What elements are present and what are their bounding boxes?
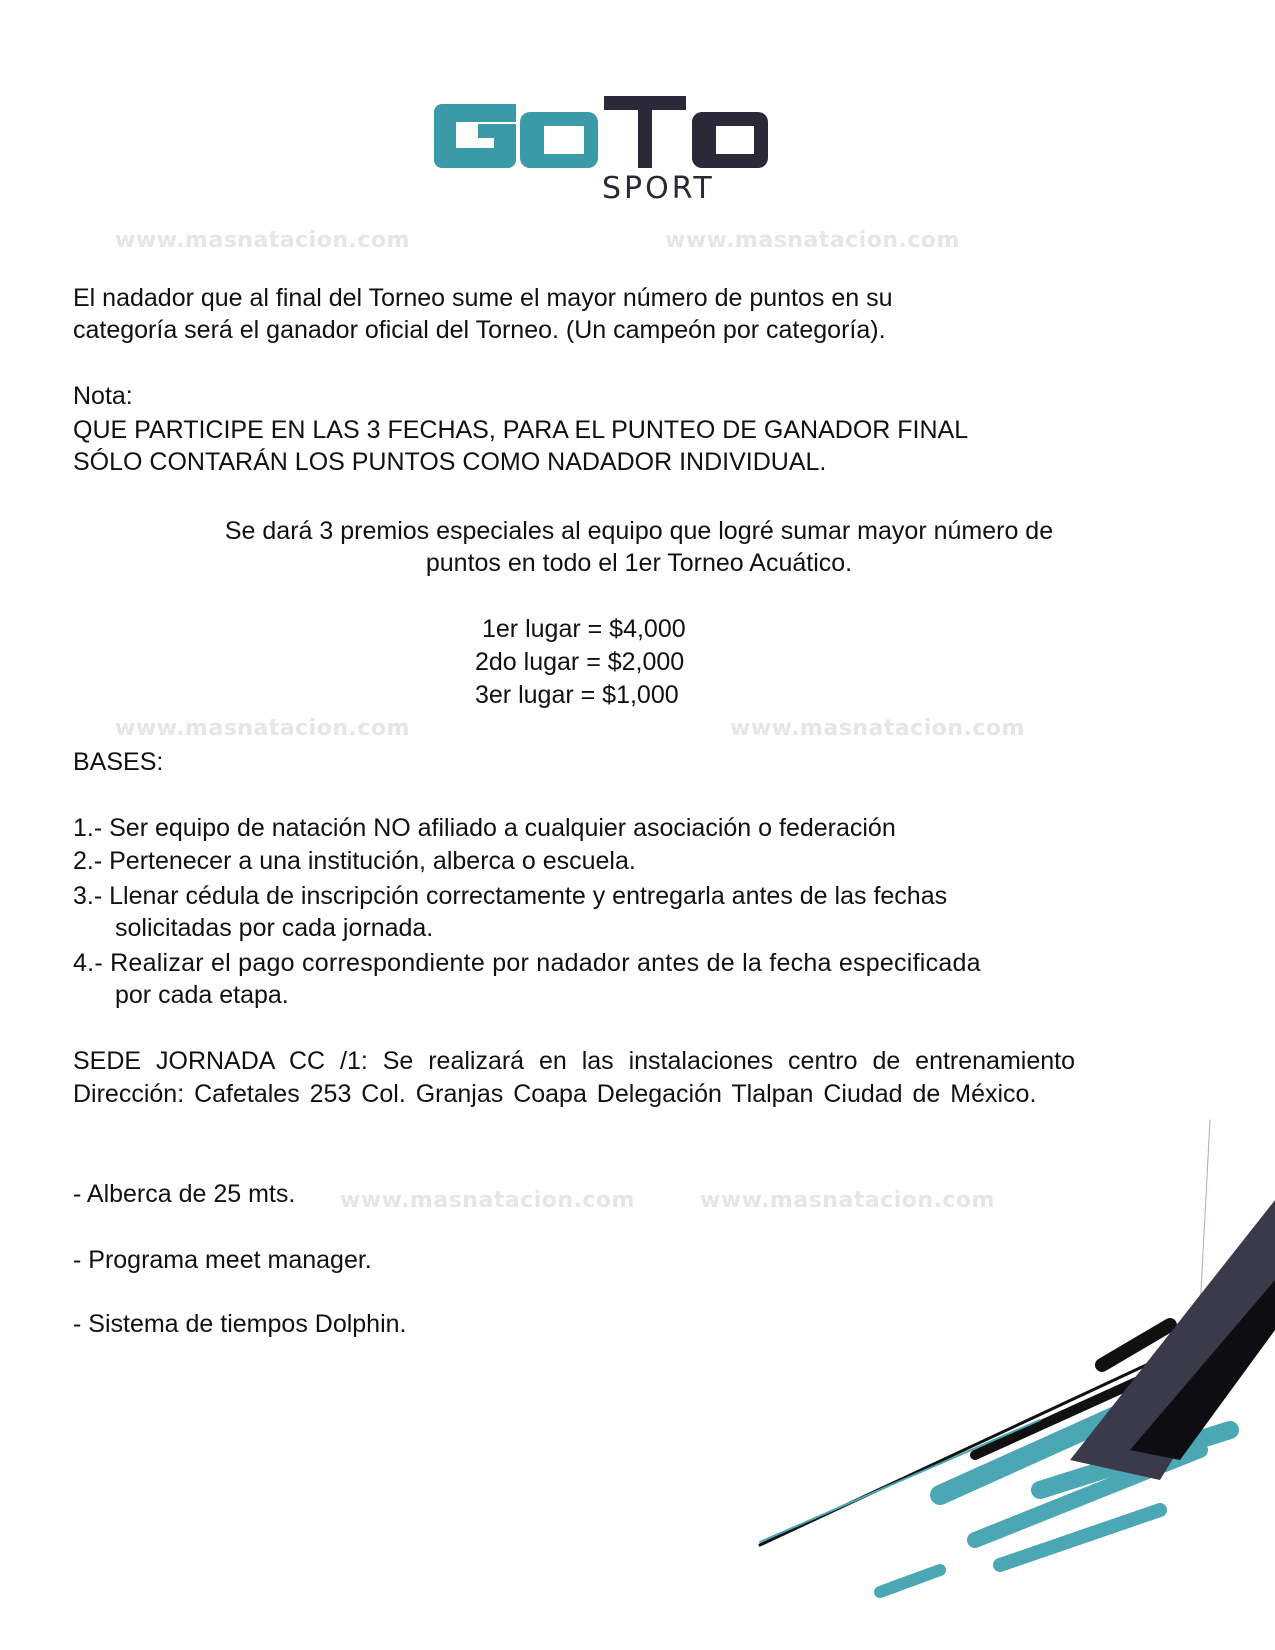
prize-list — [475, 613, 686, 712]
bases-item: 3.- Llenar cédula de inscripción correctamente y entregarla antes de las fechas — [73, 882, 948, 910]
prize-item: 3er lugar = $1,000 — [475, 681, 679, 709]
watermark: www.masnatacion.com — [665, 228, 960, 253]
watermark: www.masnatacion.com — [700, 1188, 995, 1213]
nota-section — [73, 380, 968, 478]
svg-text:SPORT: SPORT — [602, 171, 715, 206]
bases-list — [73, 812, 981, 1011]
intro-line: categoría será el ganador oficial del Torneo. (Un campeón por categoría). — [73, 316, 886, 344]
watermark: www.masnatacion.com — [115, 228, 410, 253]
bases-item: 2.- Pertenecer a una institución, alberca o escuela. — [73, 847, 636, 875]
goto-sport-logo — [432, 92, 772, 207]
prize-item: 2do lugar = $2,000 — [475, 648, 685, 676]
bases-item-cont: por cada etapa. — [115, 981, 289, 1009]
intro-line: El nadador que al final del Torneo sume el mayor número de puntos en su — [73, 284, 893, 312]
nota-label: Nota: — [73, 382, 133, 410]
watermark: www.masnatacion.com — [340, 1188, 635, 1213]
premios-line: puntos en todo el 1er Torneo Acuático. — [425, 549, 853, 577]
bases-heading: BASES: — [73, 748, 164, 776]
prize-item: 1er lugar = $4,000 — [482, 615, 686, 643]
premios-line: Se dará 3 premios especiales al equipo que logré sumar mayor número de — [224, 517, 1054, 545]
feature-item: - Alberca de 25 mts. — [73, 1180, 296, 1208]
nota-line: QUE PARTICIPE EN LAS 3 FECHAS, PARA EL PUNTEO DE GANADOR FINAL — [73, 416, 969, 444]
feature-item: - Sistema de tiempos Dolphin. — [73, 1310, 407, 1338]
sede-paragraph: SEDE JORNADA CC /1: Se realizará en las instalaciones centro de entrenamiento Dirección: Cafetales 253 Col. Granjas Coapa Delegación Tlalpan Ciudad de México. — [73, 1047, 1075, 1108]
feature-item: - Programa meet manager. — [73, 1246, 372, 1274]
watermark: www.masnatacion.com — [115, 716, 410, 741]
decorative-stripes-graphic — [740, 1080, 1275, 1650]
bases-item: 4.- Realizar el pago correspondiente por nadador antes de la fecha especificada — [73, 949, 981, 977]
bases-item: 1.- Ser equipo de natación NO afiliado a cualquier asociación o federación — [73, 814, 896, 842]
nota-line: SÓLO CONTARÁN LOS PUNTOS COMO NADADOR INDIVIDUAL. — [73, 448, 827, 476]
intro-paragraph — [73, 282, 893, 346]
bases-item-cont: solicitadas por cada jornada. — [115, 914, 434, 942]
watermark: www.masnatacion.com — [730, 716, 1025, 741]
premios-paragraph — [178, 515, 1100, 579]
